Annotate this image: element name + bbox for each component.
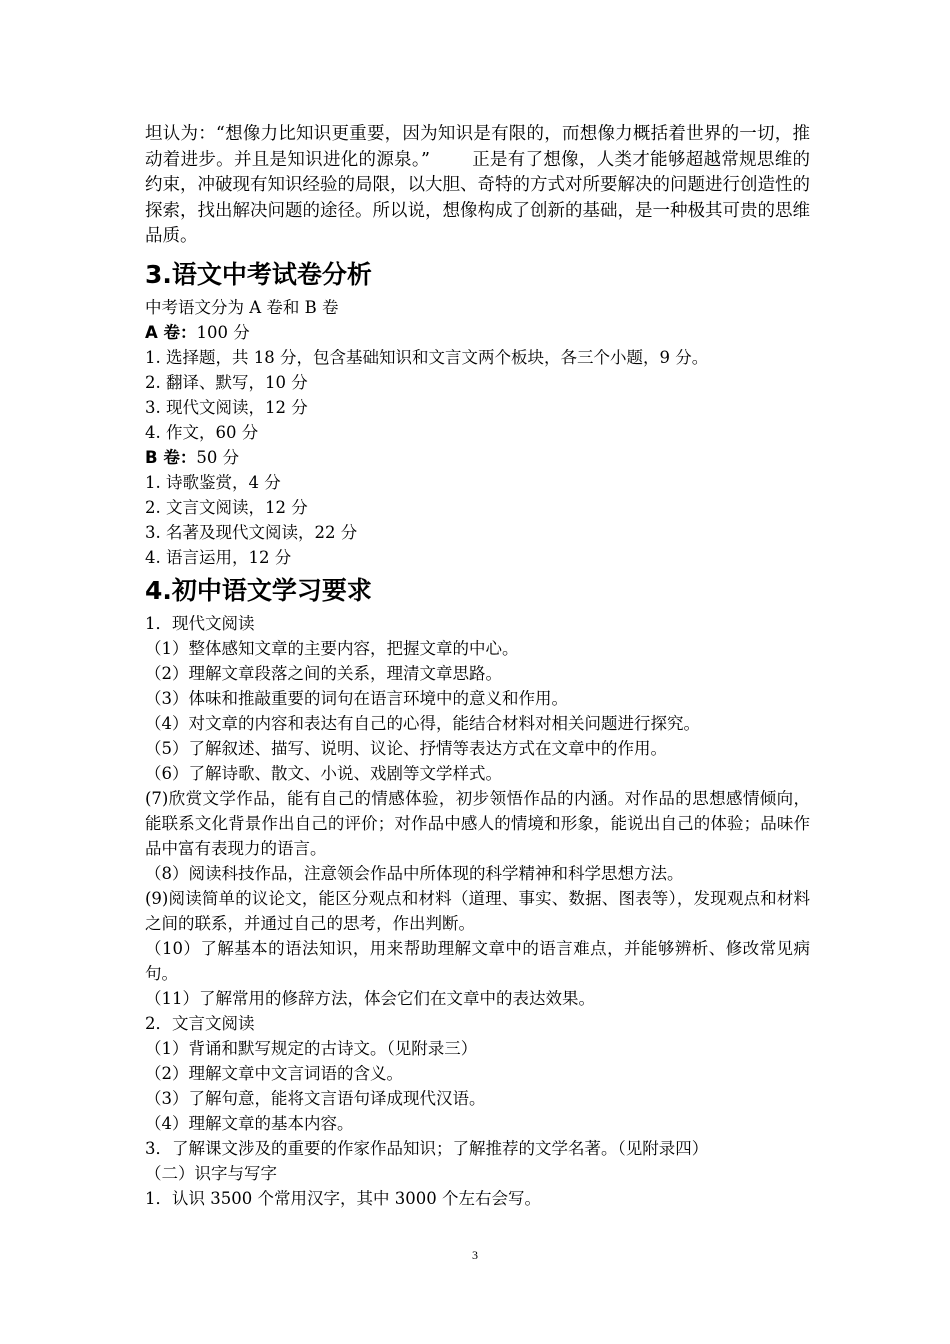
modern-reading-item: （2）理解文章段落之间的关系，理清文章思路。 xyxy=(145,663,502,683)
modern-reading-item: （11）了解常用的修辞方法，体会它们在文章中的表达效果。 xyxy=(145,988,595,1008)
document-page xyxy=(145,122,810,1211)
classical-reading-heading: 2．文言文阅读 xyxy=(145,1013,255,1033)
intro-continuation: 正是有了想像，人类才能够超越常规思维的约束，冲破现有知识经验的局限，以大胆、奇特的方式对所要解决的问题进行创造性的探索，找出解决问题的途径。所以说，想像构成了创新的基础，是一种极其可贵的思维品质。 xyxy=(145,149,810,247)
modern-reading-item: （6）了解诗歌、散文、小说、戏剧等文学样式。 xyxy=(145,763,502,783)
modern-reading-heading: 1．现代文阅读 xyxy=(145,613,255,633)
paper-a-item: 1. 选择题，共 18 分，包含基础知识和文言文两个板块，各三个小题，9 分。 xyxy=(145,347,709,367)
paper-b-item: 3. 名著及现代文阅读，22 分 xyxy=(145,522,358,542)
section-3-heading: 3.语文中考试卷分析 xyxy=(145,259,372,289)
modern-reading-item: （5）了解叙述、描写、说明、议论、抒情等表达方式在文章中的作用。 xyxy=(145,738,667,758)
paper-a-label: A 卷： xyxy=(145,322,197,342)
section-3-lead: 中考语文分为 A 卷和 B 卷 xyxy=(145,297,339,317)
paper-a-line xyxy=(145,320,810,345)
page-number: 3 xyxy=(472,1248,478,1262)
paper-b-line xyxy=(145,445,810,470)
modern-reading-item: (7)欣赏文学作品，能有自己的情感体验，初步领悟作品的内涵。对作品的思想感情倾向，能联系文化背景作出自己的评价；对作品中感人的情境和形象，能说出自己的体验；品味作品中富有表现力的语言。 xyxy=(145,788,810,858)
literature-knowledge-item: 3．了解课文涉及的重要的作家作品知识；了解推荐的文学名著。（见附录四） xyxy=(145,1138,709,1158)
intro-paragraph xyxy=(145,122,810,250)
modern-reading-item: （8）阅读科技作品，注意领会作品中所体现的科学精神和科学思想方法。 xyxy=(145,863,684,883)
literacy-item: 1．认识 3500 个常用汉字，其中 3000 个左右会写。 xyxy=(145,1188,541,1208)
paper-a-item: 2. 翻译、默写，10 分 xyxy=(145,372,308,392)
paper-b-item: 4. 语言运用，12 分 xyxy=(145,547,292,567)
classical-reading-item: （3）了解句意，能将文言语句译成现代汉语。 xyxy=(145,1088,486,1108)
modern-reading-item: （1）整体感知文章的主要内容，把握文章的中心。 xyxy=(145,638,519,658)
paper-a-item: 3. 现代文阅读，12 分 xyxy=(145,397,308,417)
modern-reading-item: （3）体味和推敲重要的词句在语言环境中的意义和作用。 xyxy=(145,688,568,708)
paper-b-score: 50 分 xyxy=(196,447,240,467)
modern-reading-item: （4）对文章的内容和表达有自己的心得，能结合材料对相关问题进行探究。 xyxy=(145,713,700,733)
paper-b-label: B 卷： xyxy=(145,447,197,467)
paper-a-item: 4. 作文，60 分 xyxy=(145,422,259,442)
classical-reading-item: （4）理解文章的基本内容。 xyxy=(145,1113,354,1133)
section-4-heading: 4.初中语文学习要求 xyxy=(145,575,372,605)
paper-b-item: 2. 文言文阅读，12 分 xyxy=(145,497,308,517)
paper-b-item: 1. 诗歌鉴赏，4 分 xyxy=(145,472,281,492)
modern-reading-item: (9)阅读简单的议论文，能区分观点和材料（道理、事实、数据、图表等），发现观点和材料之间的联系，并通过自己的思考，作出判断。 xyxy=(145,888,810,933)
modern-reading-item: （10）了解基本的语法知识，用来帮助理解文章中的语言难点，并能够辨析、修改常见病句。 xyxy=(145,938,810,983)
intro-quote: 坦认为：“想像力比知识更重要，因为知识是有限的，而想像力概括着世界的一切，推动着进步。并且是知识进化的源泉。” xyxy=(145,124,810,170)
paper-a-score: 100 分 xyxy=(196,322,250,342)
classical-reading-item: （1）背诵和默写规定的古诗文。（见附录三） xyxy=(145,1038,478,1058)
literacy-heading: （二）识字与写字 xyxy=(145,1163,277,1183)
classical-reading-item: （2）理解文章中文言词语的含义。 xyxy=(145,1063,403,1083)
